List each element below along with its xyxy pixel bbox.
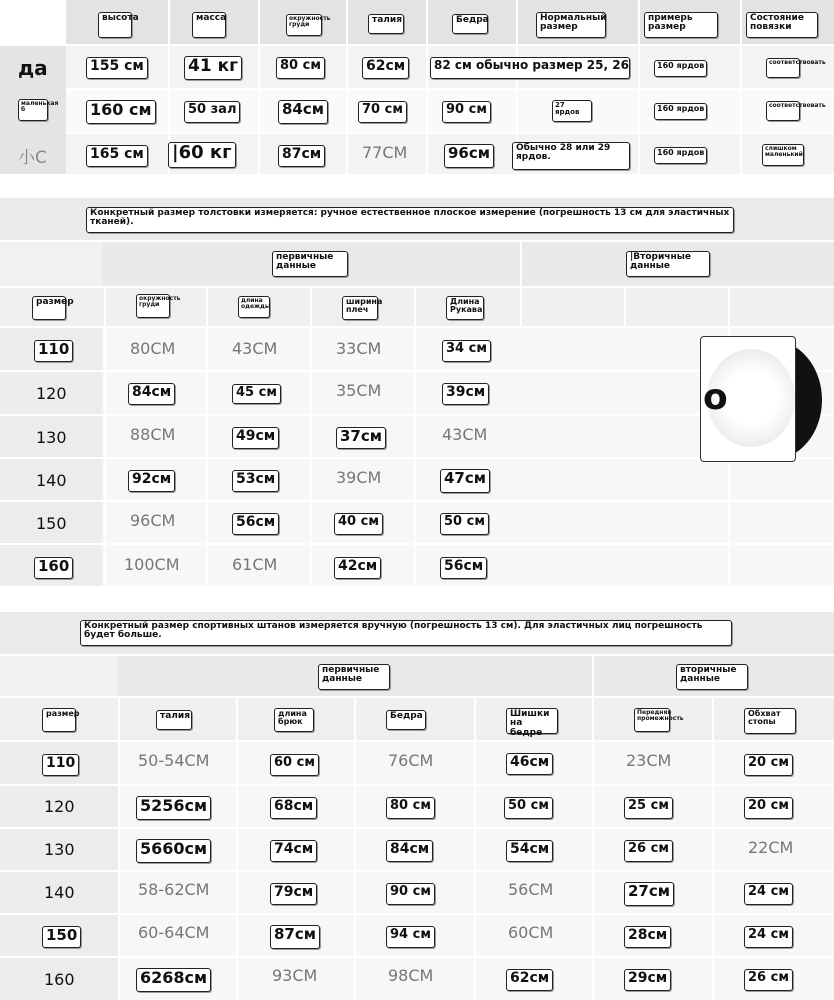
row-divider	[0, 500, 834, 502]
cell-hips: 76CM	[388, 751, 434, 770]
cell-bandage: соответствовать	[766, 101, 800, 121]
header-sleeve: Длина Рукава	[446, 296, 484, 320]
col-divider	[104, 288, 106, 586]
col-divider	[258, 0, 260, 174]
cell-shoulders: 42см	[334, 557, 381, 579]
header-try-size: примерь размер	[644, 12, 718, 38]
row-size: 160	[34, 557, 73, 579]
cell-foot-girth: 26 см	[744, 969, 793, 991]
cell-length: 53см	[232, 470, 279, 492]
row-size: 120	[44, 797, 75, 816]
cell-front-rise: 25 см	[624, 797, 673, 819]
header-bandage-state: Состояние повязки	[746, 12, 818, 38]
cell-hips: 80 см	[386, 797, 435, 819]
col-divider	[426, 0, 428, 174]
row-size: 110	[42, 754, 79, 776]
cell-shoulders: 39CM	[336, 468, 382, 487]
cell-pants-length: 93CM	[272, 966, 318, 985]
row-label: да	[18, 56, 48, 80]
col-divider	[638, 0, 640, 174]
overlay-glyph: o	[703, 377, 728, 418]
table3-primary-group: первичные данные	[318, 664, 390, 690]
cell-pants-length: 60 см	[270, 754, 319, 776]
cell-thigh: 50 см	[504, 797, 553, 819]
cell-front-rise: 27см	[624, 882, 674, 906]
cell-waist: 60-64CM	[138, 923, 210, 942]
cell-pants-length: 74см	[270, 840, 317, 862]
header-hips: Бедра	[386, 710, 426, 730]
cell-length: 45 см	[232, 384, 281, 404]
cell-sleeve: 47см	[440, 469, 490, 493]
row-divider	[0, 913, 834, 915]
cell-chest: 80CM	[130, 339, 176, 358]
white-card	[700, 336, 796, 462]
table1-corner	[0, 0, 66, 44]
row-label: 小C	[18, 148, 47, 168]
cell-pants-length: 87см	[270, 925, 320, 949]
col-divider	[592, 656, 594, 696]
cell-front-rise: 28см	[624, 926, 671, 948]
table3-secondary-group: вторичные данные	[676, 664, 748, 690]
cell-normal-size: Обычно 28 или 29 ярдов.	[512, 142, 630, 170]
row-size: 130	[36, 428, 67, 447]
cell-pants-length: 68см	[270, 797, 317, 819]
header-chest: окружность груди	[136, 294, 170, 318]
cell-shoulders: 33CM	[336, 339, 382, 358]
cell-chest: 100CM	[124, 555, 180, 574]
cell-weight: 50 зал	[184, 101, 240, 123]
cell-thigh: 62см	[506, 969, 553, 991]
cell-foot-girth: 24 см	[744, 926, 793, 948]
cell-length: 49см	[232, 427, 279, 449]
header-pants-length: длина брюк	[274, 708, 314, 732]
cell-waist: 50-54CM	[138, 751, 210, 770]
cell-length: 61CM	[232, 555, 278, 574]
table2-primary-group: первичные данные	[272, 251, 348, 277]
table2-note: Конкретный размер толстовки измеряется: ручное естественное плоское измерение (погрешность 13 см для эластичных тканей).	[86, 207, 734, 233]
cell-hips: 90 см	[386, 883, 435, 905]
cell-sleeve: 43CM	[442, 425, 488, 444]
cell-hips: 96см	[444, 144, 494, 168]
table2-corner	[0, 242, 102, 286]
row-divider	[0, 784, 834, 786]
row-divider	[0, 870, 834, 872]
cell-foot-girth: 24 см	[744, 883, 793, 905]
cell-try-size: 160 ярдов	[654, 147, 707, 164]
cell-thigh: 56CM	[508, 880, 554, 899]
cell-bandage: соответствовать	[766, 58, 800, 78]
cell-hips: 94 см	[386, 926, 435, 948]
cell-chest: 80 см	[276, 57, 325, 79]
row-label: маленькая б	[18, 99, 48, 121]
cell-chest: 88CM	[130, 425, 176, 444]
cell-sleeve: 50 см	[440, 513, 489, 535]
col-divider	[206, 288, 208, 586]
col-divider	[740, 0, 742, 174]
cell-foot-girth: 20 см	[744, 754, 793, 776]
cell-try-size: 160 ярдов	[654, 103, 707, 120]
cell-chest: 92см	[128, 470, 175, 492]
table3-corner	[0, 656, 118, 696]
header-waist: талия	[156, 710, 192, 730]
cell-sleeve: 34 см	[442, 340, 491, 362]
row-divider	[0, 543, 834, 545]
cell-hips: 98CM	[388, 966, 434, 985]
cell-waist: 62см	[362, 57, 409, 79]
header-foot-girth: Обхват стопы	[744, 708, 796, 734]
cell-front-rise: 29см	[624, 969, 671, 991]
row-size: 160	[44, 970, 75, 989]
cell-weight: |60 кг	[168, 142, 236, 168]
header-hips: Бедра	[452, 14, 488, 34]
cell-front-rise: 26 см	[624, 840, 673, 862]
cell-pants-length: 79см	[270, 883, 317, 905]
cell-height: 160 см	[86, 100, 156, 124]
cell-sleeve: 56см	[440, 557, 487, 579]
cell-length: 56см	[232, 513, 279, 535]
header-front-rise: Передняя промежность	[634, 708, 670, 732]
row-divider	[0, 956, 834, 958]
col-divider	[414, 288, 416, 586]
cell-waist: 77CM	[362, 143, 408, 162]
header-weight: масса	[192, 12, 226, 38]
header-chest: окружность груди	[286, 14, 322, 36]
cell-shoulders: 37см	[336, 427, 386, 449]
header-thigh: Шишки на бедре	[506, 708, 558, 734]
cell-waist: 5256см	[136, 796, 211, 820]
col-divider	[474, 698, 476, 1000]
cell-hips-normal: 82 см обычно размер 25, 26	[430, 57, 630, 79]
cell-front-rise: 23CM	[626, 751, 672, 770]
cell-try-size: 160 ярдов	[654, 60, 707, 77]
cell-hips: 84см	[386, 840, 433, 862]
row-size: 110	[34, 340, 73, 362]
cell-height: 155 см	[86, 57, 148, 79]
cell-weight: 41 кг	[184, 56, 242, 80]
header-normal-size: Нормальный размер	[536, 12, 606, 38]
col-divider	[346, 0, 348, 174]
col-divider	[520, 288, 522, 326]
col-divider	[354, 698, 356, 1000]
row-size: 130	[44, 840, 75, 859]
col-divider	[592, 698, 594, 1000]
cell-waist: 70 см	[358, 101, 407, 123]
cell-thigh: 60CM	[508, 923, 554, 942]
cell-bandage: слишком маленький	[762, 144, 804, 166]
col-divider	[624, 288, 626, 326]
cell-thigh: 54см	[506, 840, 553, 862]
row-size: 120	[36, 384, 67, 403]
table2-secondary-group: |Вторичные данные	[626, 251, 710, 277]
table3-note: Конкретный размер спортивных штанов измеряется вручную (погрешность 13 см). Для эластичных лиц погрешность будет больше.	[80, 620, 732, 646]
cell-shoulders: 40 см	[334, 513, 383, 535]
cell-foot-girth: 20 см	[744, 797, 793, 819]
cell-sleeve: 39см	[442, 383, 489, 405]
cell-chest: 96CM	[130, 511, 176, 530]
cell-length: 43CM	[232, 339, 278, 358]
col-divider	[712, 698, 714, 1000]
cell-height: 165 см	[86, 145, 148, 167]
record-overlay	[700, 336, 824, 464]
row-size: 150	[42, 926, 81, 948]
row-size: 140	[44, 883, 75, 902]
cell-hips: 90 см	[442, 101, 491, 123]
header-shoulders: ширина плеч	[342, 296, 378, 320]
col-divider	[236, 698, 238, 1000]
cell-chest: 84см	[278, 100, 328, 124]
cell-chest: 87см	[278, 145, 325, 167]
cell-shoulders: 35CM	[336, 381, 382, 400]
cell-chest: 84см	[128, 383, 175, 405]
cell-waist: 6268см	[136, 968, 211, 992]
col-divider	[310, 288, 312, 586]
col-divider	[118, 698, 120, 1000]
header-size: размер	[42, 708, 76, 732]
row-divider	[0, 827, 834, 829]
cell-waist: 5660см	[136, 839, 211, 863]
cell-thigh: 46см	[506, 753, 553, 775]
cell-foot-girth: 22CM	[748, 838, 794, 857]
cell-waist: 58-62CM	[138, 880, 210, 899]
row-size: 140	[36, 471, 67, 490]
header-waist: талия	[368, 14, 404, 34]
table2-header-row	[0, 288, 834, 326]
cell-normal-size: 27 ярдов	[552, 100, 592, 122]
col-divider	[520, 242, 522, 286]
header-length: длина одежды	[238, 296, 270, 318]
header-height: высота	[98, 12, 132, 38]
header-size: размер	[32, 296, 66, 320]
row-size: 150	[36, 514, 67, 533]
